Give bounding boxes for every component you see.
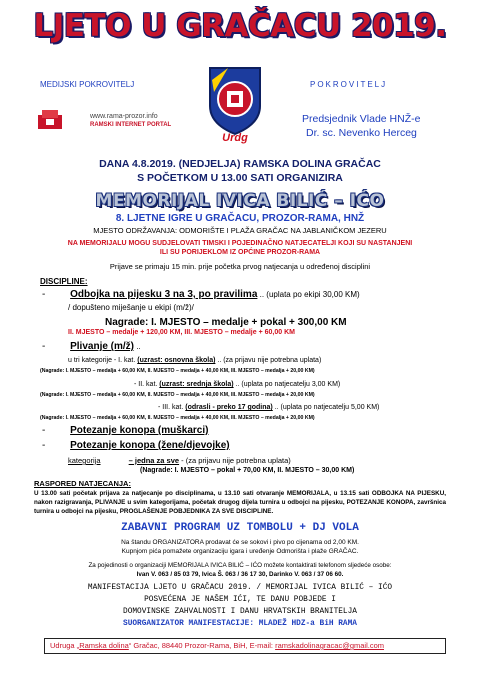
swim-cat3-fee: .. (uplata po natjecatelju 5,00 KM) [272,404,380,411]
disciplines-heading: DISCIPLINE: [40,277,88,286]
venue-line: MJESTO ODRŽAVANJA: ODMORIŠTE I PLAŽA GRAČAC NA JABLANIČKOM JEZERU [93,226,387,235]
tug-prizes: (Nagrade: I. MJESTO – pokal + 70,00 KM, II. MJESTO – 30,00 KM) [140,467,355,474]
address-association: Ramska dolina [79,641,129,650]
event-date-line: DANA 4.8.2019. (NEDJELJA) RAMSKA DOLINA GRAČAC [99,158,381,170]
swim-cat1-prefix: u tri kategorije - I. kat. [68,357,138,364]
swimming-row: - Plivanje (m/ž) .. [42,341,141,352]
address-prefix: Udruga „ [50,641,80,650]
volleyball-row: - Odbojka na pijesku 3 na 3, po pravilima .. (uplata po ekipi 30,00 KM) [42,289,360,300]
tug-category-value: – jedna za sve [128,456,180,465]
portal-name: RAMSKI INTERNET PORTAL [90,122,172,128]
stand-line1: Na štandu ORGANIZATORA prodavat će se sokovi i pivo po cijenama od 2,00 KM. [121,539,359,546]
registration-note: Prijave se primaju 15 min. prije početka prvog natjecanja u određenoj disciplini [109,262,371,271]
tug-fee: - (za prijavu nije potrebna uplata) [179,456,291,465]
schedule-text: U 13.00 sati početak prijava za natjecanje po disciplinama, u 13.10 sati otvaranje MEMORIJALA, u 13.15 sati ODBOJKA NA PIJESKU, nakon razigravanja, PLIVANJE u svim kategorijama, početak drugog dijela turnira u odbojci na pijesku, POTEZANJE KONOPA, završnica turnira u odbojci na pijesku, PROGLAŠENJE POBJEDNIKA ZA SVE DISCIPLINE. [34,490,446,515]
event-start-line: S POČETKOM U 13.00 SATI ORGANIZIRA [137,172,343,184]
portal-logo-icon [36,107,66,133]
swim-cat2-fee: .. (uplata po natjecatelju 3,00 KM) [233,381,341,388]
tug-category [68,456,291,465]
swimming-suffix: .. [134,342,141,351]
dedication-line1: MANIFESTACIJA LJETO U GRAČACU 2019. / MEMORIJAL IVICA BILIĆ – IĆO [87,584,393,592]
swim-cat2 [134,381,340,388]
sponsor-name-line2: Dr. sc. Nevenko Herceg [306,127,417,139]
swim-cat3-prizes: (Nagrade: I. MJESTO – medalja + 60,00 KM, II. MJESTO – medalja + 40,00 KM, III. MJESTO – medalja + 20,00 KM) [40,415,315,421]
portal-url: www.rama-prozor.info [90,113,158,120]
stand-line2: Kupnjom pića pomažete organizaciju igara i uređenje Odmorišta i plaže GRAČAC. [121,548,359,555]
sponsor-label: POKROVITELJ [310,80,388,89]
notice-line1: NA MEMORIJALU MOGU SUDJELOVATI TIMSKI I POJEDINAČNO NATJECATELJI KOJI SU NASTANJENI [67,240,413,247]
media-sponsor-label: MEDIJSKI POKROVITELJ [40,80,135,89]
notice-line2: ILI SU PORIJEKLOM IZ OPĆINE PROZOR-RAMA [159,249,321,256]
swimming-name: Plivanje (m/ž) [70,341,135,352]
address-mid: “ Gračac, 88440 Prozor-Rama, BiH, E-mail: [128,641,276,650]
tug-category-label: kategorija [68,456,101,465]
swim-cat3-age: (odrasli - preko 17 godina) [185,404,273,411]
games-title: 8. LJETNE IGRE U GRAČACU, PROZOR-RAMA, HNŽ [115,213,365,224]
logo-text: Urdg [222,132,248,144]
schedule-heading: RASPORED NATJECANJA: [34,479,131,488]
volleyball-prize23: II. MJESTO – medalje + 120,00 KM, III. MJESTO – medalje + 60,00 KM [68,329,295,336]
dedication-line3: DOMOVINSKE ZAHVALNOSTI I DANU HRVATSKIH BRANITELJA [123,608,357,616]
swim-cat3 [158,404,379,411]
volleyball-prize1: Nagrade: I. MJESTO – medalje + pokal + 300,00 KM [105,317,347,328]
contact-line1: Za pojedinosti o organizaciji MEMORIJALA IVICA BILIĆ – IĆO možete kontaktirati telefonom sljedeće osobe: [88,562,392,569]
volleyball-name: Odbojka na pijesku 3 na 3, po pravilima [70,289,258,300]
swim-cat3-prefix: - III. kat. [158,404,186,411]
entertainment-line: ZABAVNI PROGRAM UZ TOMBOLU + DJ VOLA [121,522,359,534]
poster-title: LJETO U GRAČACU 2019. [33,8,447,44]
swim-cat2-prefix: - II. kat. [134,381,160,388]
email-link[interactable]: ramskadolinagracac@gmail.com [275,641,384,650]
sponsor-name-line1: Predsjednik Vlade HNŽ-e [302,113,421,125]
swim-cat1-age: (uzrast: osnovna škola) [137,357,216,364]
volleyball-fee: .. (uplata po ekipi 30,00 KM) [257,290,360,299]
tug-mixed-name: Potezanje konopa (žene/djevojke) [70,440,230,451]
swim-cat2-prizes: (Nagrade: I. MJESTO – medalja + 60,00 KM, II. MJESTO – medalja + 40,00 KM, III. MJESTO – medalja + 20,00 KM) [40,392,315,398]
address-box [44,638,446,654]
swim-cat2-age: (uzrast: srednja škola) [159,381,234,388]
memorial-title: MEMORIJAL IVICA BILIĆ – IĆO [95,191,385,211]
contact-line2: Ivan V. 063 / 85 03 79, Ivica Š. 063 / 36 17 30, Darinko V. 063 / 37 06 60. [136,571,344,578]
tug-men-row: - Potezanje konopa (muškarci) [42,425,209,436]
swim-cat1-prizes: (Nagrade: I. MJESTO – medalja + 60,00 KM, II. MJESTO – medalja + 40,00 KM, III. MJESTO – medalja + 20,00 KM) [40,368,315,374]
dedication-line2: POSVEĆENA JE NAŠEM IĆI, TE DANU POBJEDE I [144,596,336,604]
coorganizer-line: SUORGANIZATOR MANIFESTACIJE: MLADEŽ HDZ-a BiH RAMA [123,620,357,628]
tug-men-name: Potezanje konopa (muškarci) [70,425,209,436]
tug-mixed-row: - Potezanje konopa (žene/djevojke) [42,440,230,451]
address-line [50,641,384,650]
swim-cat1 [68,357,321,364]
swim-cat1-fee: .. (za prijavu nije potrebna uplata) [215,357,322,364]
volleyball-note: / dopušteno miješanje u ekipi (m/ž)/ [68,303,194,312]
